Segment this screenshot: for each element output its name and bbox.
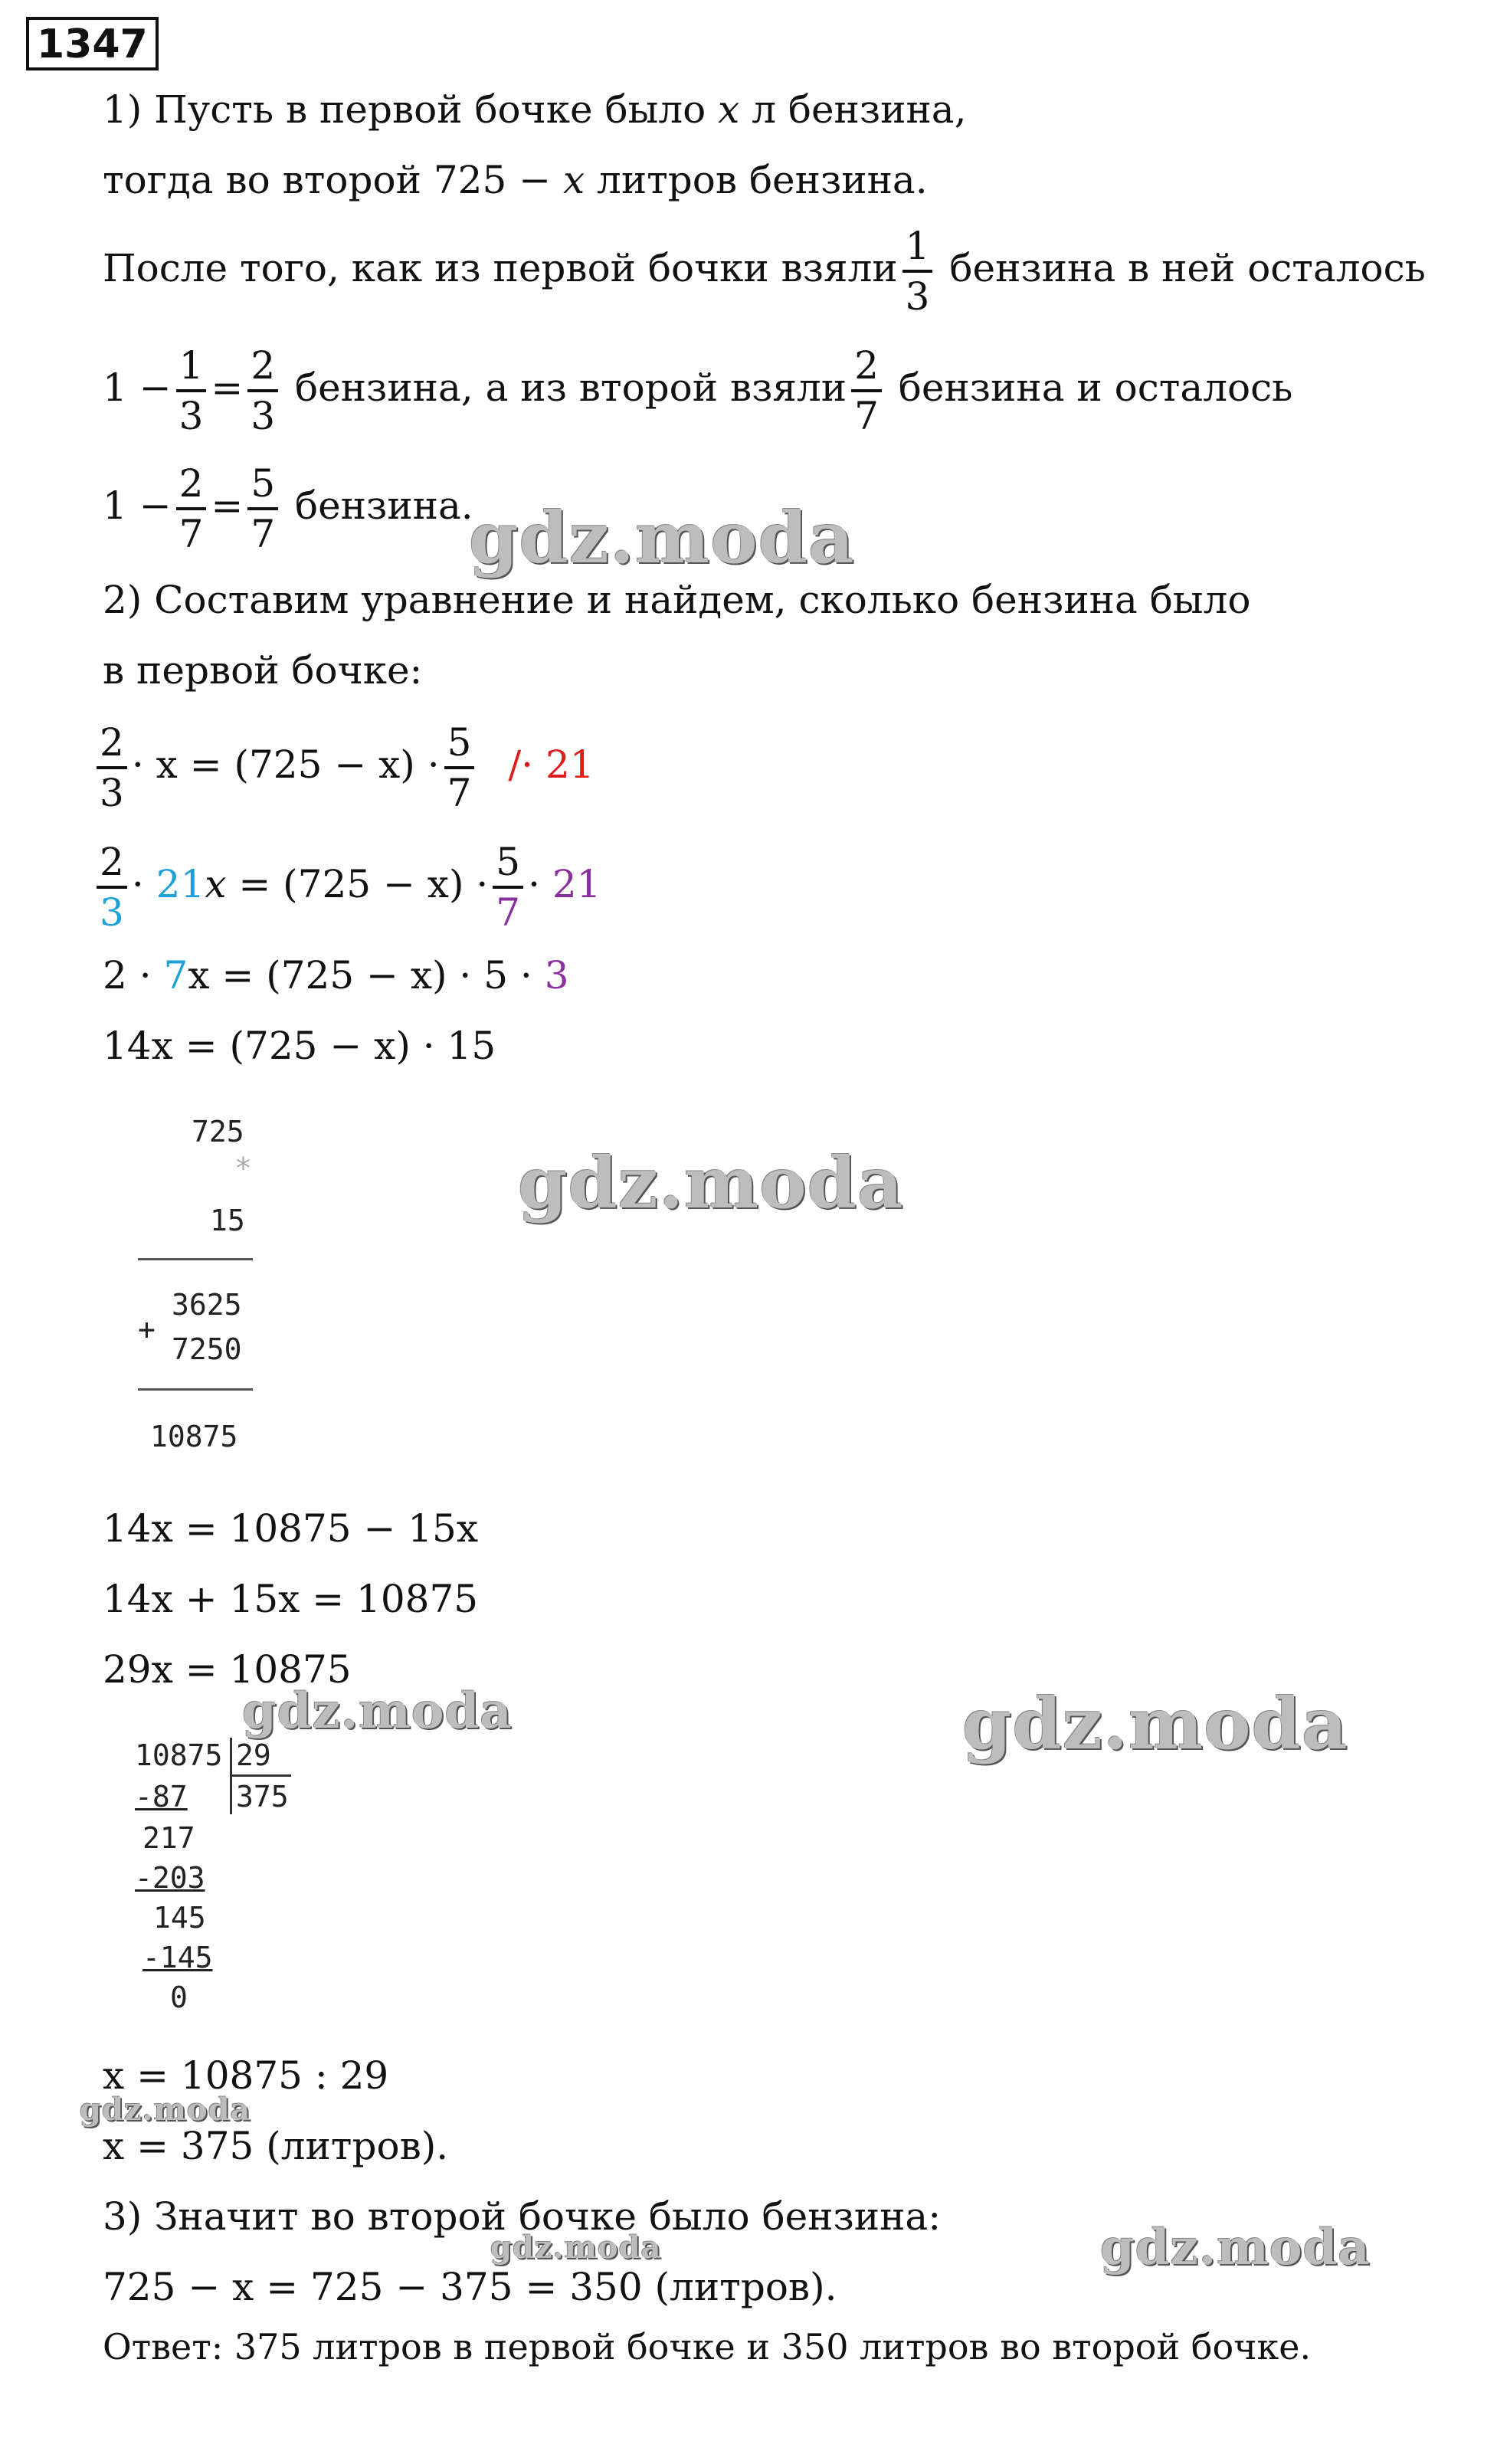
equation-8: x = 10875 : 29 bbox=[103, 2053, 389, 2098]
fraction-one-third: $\frac{1}{3}$ bbox=[902, 227, 933, 316]
div-step-5: -145 bbox=[142, 1941, 213, 1974]
step1-line3: После того, как из первой бочки взяли $\frac{1}{3}$ бензина в ней осталось bbox=[103, 224, 1426, 319]
step2-line2: в первой бочке: bbox=[103, 648, 423, 693]
mult-rule-1 bbox=[138, 1258, 253, 1260]
equation-1: $\frac{2}{3}$ · x = (725 − x) · $\frac{5}{7}$ /· 21 bbox=[92, 723, 595, 812]
step2-line1: 2) Составим уравнение и найдем, сколько бензина было bbox=[103, 578, 1251, 622]
mult-result: 10875 bbox=[150, 1420, 238, 1453]
div-step-6: 0 bbox=[170, 1981, 188, 2014]
step3-line2: 725 − x = 725 − 375 = 350 (литров). bbox=[103, 2265, 837, 2309]
step1-line5: 1 − $\frac{2}{7}$ = $\frac{5}{7}$ бензина. bbox=[103, 461, 473, 556]
div-divisor: 29 bbox=[236, 1738, 271, 1772]
equation-3: 2 · 7x = (725 − x) · 5 · 3 bbox=[103, 953, 569, 998]
watermark-1: gdz.moda bbox=[469, 496, 855, 579]
mult-operand-b: 15 bbox=[210, 1204, 245, 1237]
watermark-6: gdz.moda bbox=[490, 2230, 662, 2266]
multiplier-21: /· 21 bbox=[508, 742, 595, 787]
watermark-2: gdz.moda bbox=[518, 1142, 904, 1224]
watermark-7: gdz.moda bbox=[1100, 2219, 1371, 2276]
equation-9: x = 375 (литров). bbox=[103, 2124, 449, 2168]
div-horizontal-rule bbox=[230, 1774, 291, 1777]
div-step-4: 145 bbox=[153, 1901, 206, 1935]
div-step-1: -87 bbox=[135, 1780, 188, 1814]
mult-partial-1: 3625 bbox=[172, 1288, 242, 1322]
equation-7: 29x = 10875 bbox=[103, 1647, 352, 1692]
watermark-5: gdz.moda bbox=[80, 2092, 251, 2128]
equation-2: $\frac{2}{3}$ · 21x = (725 − x) · $\frac{5}{7}$ · 21 bbox=[92, 843, 601, 932]
div-quotient: 375 bbox=[236, 1780, 289, 1814]
step1-line4: 1 − $\frac{1}{3}$ = $\frac{2}{3}$ бензина, а из второй взяли $\frac{2}{7}$ бензина и осталось bbox=[103, 343, 1293, 438]
equation-4: 14x = (725 − x) · 15 bbox=[103, 1024, 496, 1068]
equation-5: 14x = 10875 − 15x bbox=[103, 1506, 479, 1551]
mult-operator: * bbox=[234, 1152, 252, 1185]
watermark-4: gdz.moda bbox=[962, 1683, 1348, 1765]
step1-line2: тогда во второй 725 − x литров бензина. bbox=[103, 158, 928, 202]
equation-6: 14x + 15x = 10875 bbox=[103, 1577, 479, 1621]
mult-operand-a: 725 bbox=[192, 1115, 244, 1148]
step1-line1: 1) Пусть в первой бочке было x л бензина, bbox=[103, 87, 967, 132]
problem-number: 1347 bbox=[26, 17, 159, 70]
mult-rule-2 bbox=[138, 1388, 253, 1391]
answer: Ответ: 375 литров в первой бочке и 350 литров во второй бочке. bbox=[103, 2326, 1312, 2367]
mult-partial-2: 7250 bbox=[172, 1332, 242, 1366]
mult-plus: + bbox=[138, 1312, 156, 1346]
step3-line1: 3) Значит во второй бочке было бензина: bbox=[103, 2194, 942, 2239]
watermark-3: gdz.moda bbox=[242, 1683, 513, 1740]
div-step-3: -203 bbox=[135, 1861, 205, 1895]
div-step-2: 217 bbox=[142, 1821, 195, 1855]
div-dividend: 10875 bbox=[135, 1738, 223, 1772]
